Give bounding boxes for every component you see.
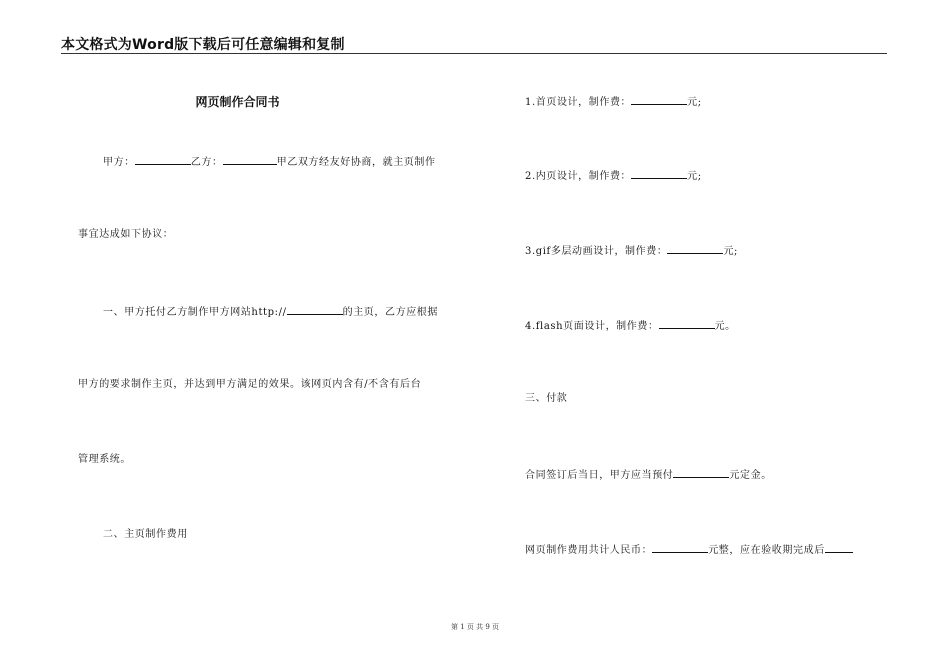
fee-flash-blank [659, 317, 715, 329]
party-line [103, 153, 436, 170]
total-fee-text-b: 元整，应在验收期完成后 [708, 545, 825, 556]
party-a-blank [135, 153, 191, 165]
clause-one-line-1 [103, 303, 438, 320]
party-b-label: 乙方： [190, 157, 223, 168]
fee-item-flash [525, 317, 736, 334]
fee-item-homepage-label: 1.首页设计，制作费： [525, 97, 632, 108]
website-url-blank [287, 303, 343, 315]
fee-gif-blank [667, 242, 723, 254]
header-rule [61, 53, 887, 54]
clause-one-line-2: 甲方的要求制作主页，并达到甲方满足的效果。该网页内含有/不含有后台 [78, 379, 422, 390]
fee-inner-page-blank [631, 167, 687, 179]
fee-item-homepage [525, 93, 702, 110]
total-fee-text-a: 网页制作费用共计人民币： [525, 545, 653, 556]
deposit-line [525, 466, 772, 483]
document-title: 网页制作合同书 [195, 95, 280, 109]
agreement-intro: 事宜达成如下协议： [78, 229, 174, 240]
total-fee-blank [652, 541, 708, 553]
total-fee-line [525, 541, 853, 558]
section-two-heading: 二、主页制作费用 [103, 529, 188, 540]
clause-one-text-b: 的主页，乙方应根据 [342, 307, 438, 318]
section-three-heading: 三、付款 [525, 393, 568, 404]
party-a-label: 甲方： [103, 157, 135, 168]
party-b-blank [223, 153, 277, 165]
fee-item-gif [525, 242, 738, 259]
deposit-text-a: 合同签订后当日，甲方应当预付 [525, 470, 674, 481]
fee-item-gif-label: 3.gif多层动画设计，制作费： [525, 246, 668, 257]
fee-item-flash-unit: 元。 [714, 321, 736, 332]
fee-homepage-blank [631, 93, 687, 105]
deposit-amount-blank [673, 466, 729, 478]
fee-item-homepage-unit: 元; [687, 97, 702, 108]
fee-item-gif-unit: 元; [723, 246, 739, 257]
fee-item-inner-page-label: 2.内页设计，制作费： [525, 171, 632, 182]
header-text: 本文格式为Word版下载后可任意编辑和复制 [61, 37, 345, 53]
clause-one-line-3: 管理系统。 [78, 454, 131, 465]
acceptance-period-blank [825, 541, 853, 553]
page-number: 第 1 页 共 9 页 [450, 623, 500, 631]
fee-item-inner-page [525, 167, 702, 184]
fee-item-inner-page-unit: 元; [687, 171, 702, 182]
fee-item-flash-label: 4.flash页面设计，制作费： [525, 321, 659, 332]
party-line-text: 甲乙双方经友好协商，就主页制作 [276, 157, 436, 168]
clause-one-text-a: 一、甲方托付乙方制作甲方网站http:// [103, 307, 287, 318]
deposit-text-b: 元定金。 [729, 470, 772, 481]
